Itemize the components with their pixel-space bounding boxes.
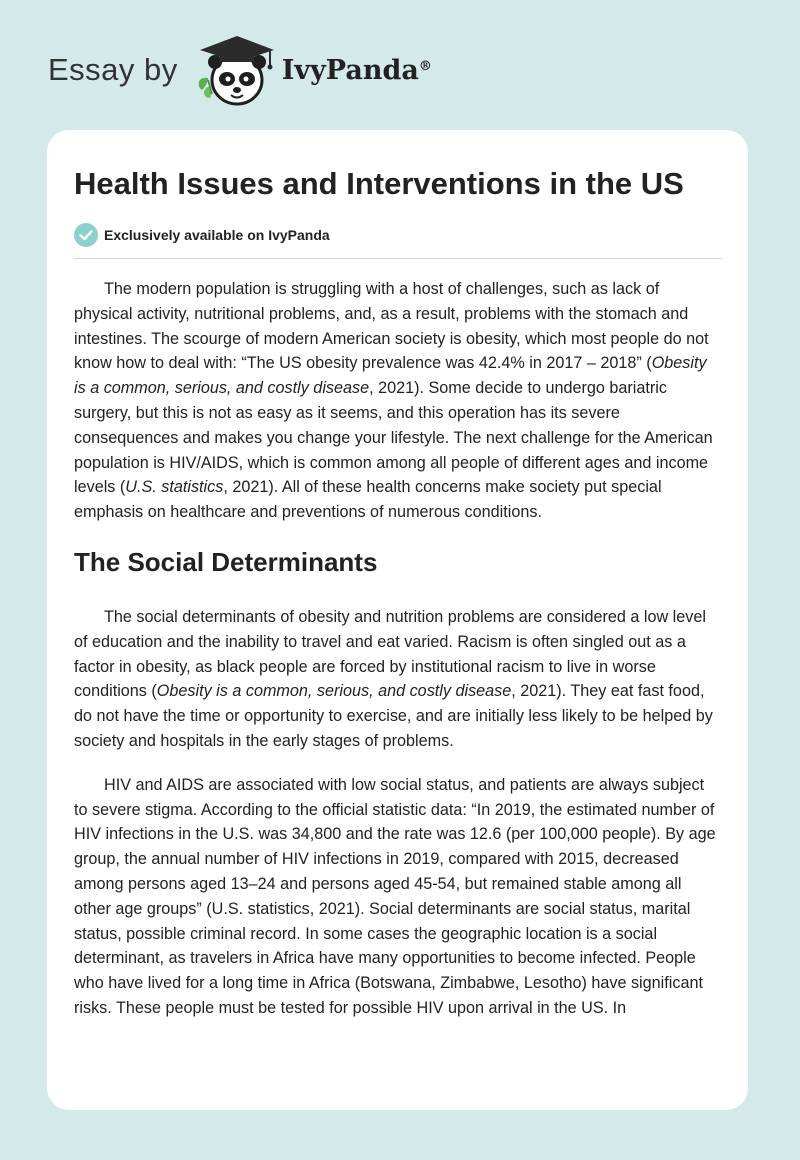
check-circle-icon bbox=[74, 223, 98, 247]
section-heading: The Social Determinants bbox=[74, 546, 378, 577]
divider bbox=[74, 258, 722, 259]
site-header bbox=[48, 30, 432, 110]
determinants-paragraph bbox=[74, 605, 722, 754]
text-run: HIV and AIDS are associated with low social status, and patients are always subject to severe stigma. According to the official statistic data: “In 2019, the estimated number of HIV infections in the U.S. was 34,800 and the rate was 12.6 (per 100,000 people). By age group, the annual number of HIV infections in 2019, compared with 2015, decreased among persons aged 13–24 and persons aged 45-54, but remained stable among all other age groups” (U.S. statistics, 2021). Social determinants are social status, marital status, possible criminal record. In some cases the geographic location is a social determinant, as travelers in Africa have many opportunities to become infected. People who have lived for a long time in Africa (Botswana, Zimbabwe, Lesotho) have significant risks. These people must be tested for possible HIV upon arrival in the US. In bbox=[74, 775, 716, 1017]
citation-title: U.S. statistics bbox=[125, 478, 224, 497]
text-run: , 2021). All of these health concerns make society put special emphasis on healthcare and preventions of numerous conditions. bbox=[74, 478, 662, 522]
citation-title: Obesity is a common, serious, and costly disease bbox=[156, 682, 512, 701]
essay-card bbox=[47, 130, 748, 1110]
citation-title: Obesity is a common, serious, and costly disease bbox=[74, 354, 707, 398]
panda-graduate-icon[interactable] bbox=[190, 30, 280, 110]
brand-name[interactable]: IvyPanda® bbox=[281, 54, 432, 86]
exclusive-badge bbox=[74, 223, 722, 247]
text-run: The social determinants of obesity and nutrition problems are considered a low level of education and the inability to travel and eat varied. Racism is often singled out as a factor in obesity, as black people are forced by institutional racism to live in worse conditions ( bbox=[74, 607, 706, 701]
text-run: , 2021). They eat fast food, do not have the time or opportunity to exercise, and are initially less likely to be helped by society and hospitals in the early stages of problems. bbox=[74, 682, 713, 750]
text-run: , 2021). Some decide to undergo bariatric surgery, but this is not as easy as it seems, and this operation has its severe consequences and makes you change your lifestyle. The next challenge for the American population is HIV/AIDS, which is common among all people of different ages and income levels ( bbox=[74, 379, 713, 497]
intro-paragraph bbox=[74, 277, 722, 525]
hiv-paragraph bbox=[74, 773, 722, 1021]
badge-label: Exclusively available on IvyPanda bbox=[104, 227, 330, 243]
page-title: Health Issues and Interventions in the US bbox=[74, 166, 684, 201]
essay-by-label: Essay by bbox=[48, 52, 178, 87]
text-run: The modern population is struggling with a host of challenges, such as lack of physical activity, nutritional problems, and, as a result, problems with the stomach and intestines. The scourge of modern American society is obesity, which most people do not know how to deal with: “The US obesity prevalence was 42.4% in 2017 – 2018” ( bbox=[74, 280, 709, 373]
